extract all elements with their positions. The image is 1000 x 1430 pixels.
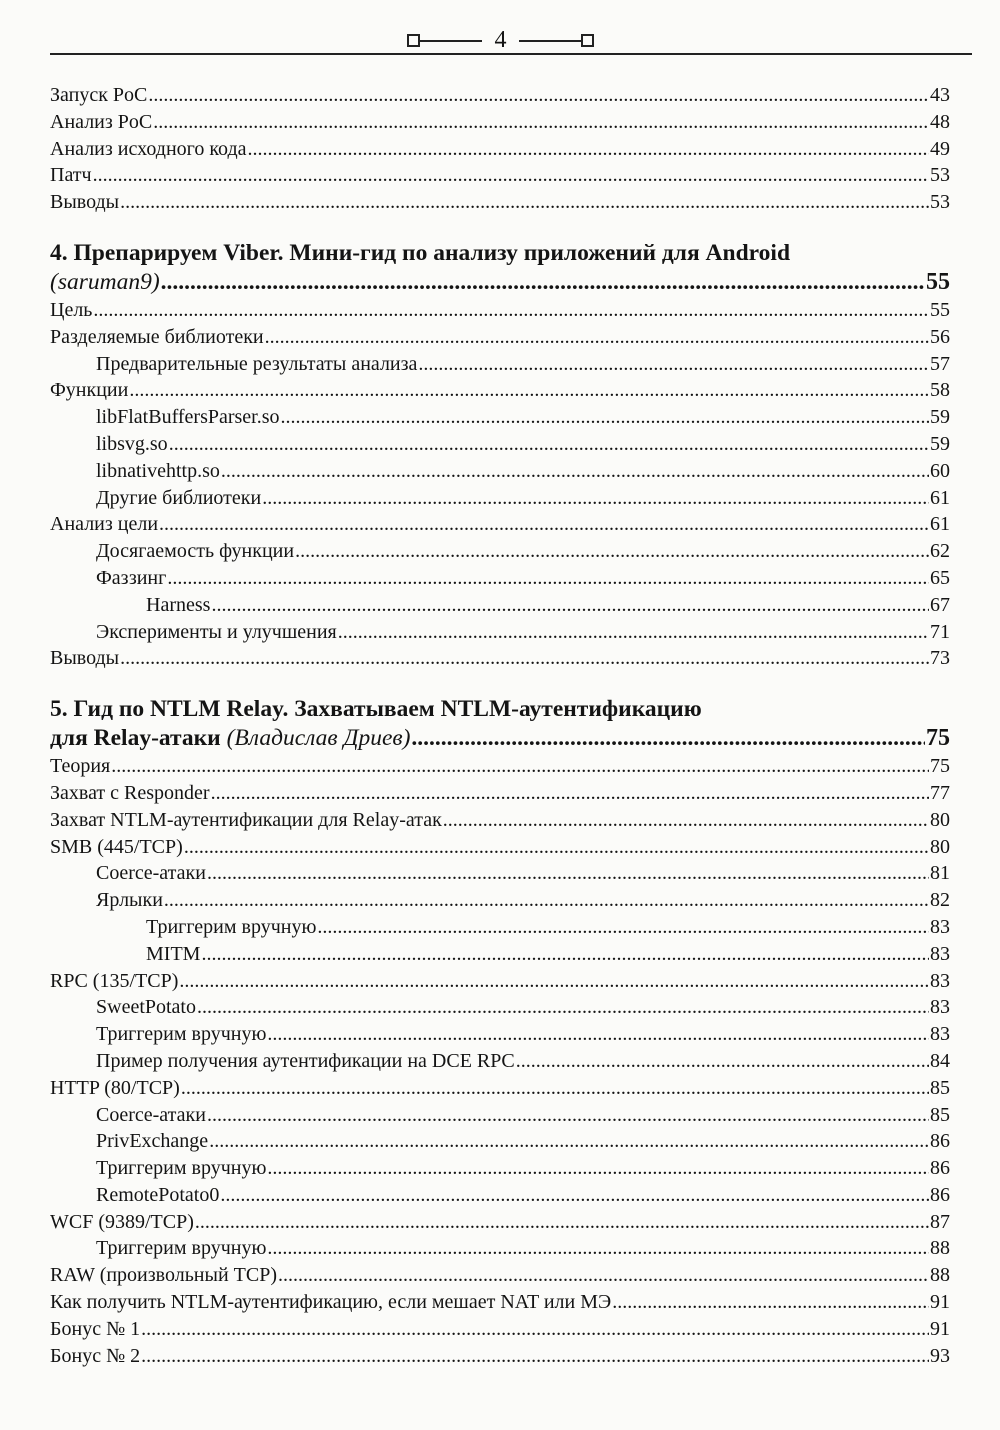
page-number: 4: [494, 27, 507, 53]
header-square-right: [581, 34, 594, 47]
leader-dots: [161, 267, 925, 297]
toc-entry: [50, 941, 950, 968]
toc-entry-title: libFlatBuffersParser.so: [96, 406, 280, 429]
toc-entry-page: 56: [930, 325, 950, 348]
header-rule: [50, 53, 972, 55]
leader-dots: [267, 1155, 929, 1182]
toc-entry-title: Триггерим вручную: [146, 915, 317, 938]
leader-dots: [207, 860, 929, 887]
toc-entry-page: 61: [930, 486, 950, 509]
page-header: [0, 22, 1000, 62]
toc-entry-title: PrivExchange: [96, 1130, 209, 1153]
toc-entry-page: 86: [930, 1183, 950, 1206]
leader-dots: [211, 592, 929, 619]
toc-entry-page: 60: [930, 459, 950, 482]
leader-dots: [93, 297, 929, 324]
toc-entry: [50, 377, 950, 404]
toc-entry-title: Цель: [50, 298, 93, 321]
toc-entry-title: Бонус № 1: [50, 1317, 141, 1340]
toc-entry-title: Coerce-атаки: [96, 1103, 206, 1126]
toc-entry: [50, 538, 950, 565]
toc-entry-page: 49: [930, 137, 950, 160]
chapter-5-heading: 5. Гид по NTLM Relay. Захватываем NTLM-аутентификацию: [50, 696, 702, 723]
toc-entry-page: 83: [930, 969, 950, 992]
toc-entry: [50, 1102, 950, 1129]
toc-entry-page: 80: [930, 835, 950, 858]
leader-dots: [181, 1075, 929, 1102]
chapter-5-heading-cont: [50, 723, 410, 753]
toc-entry: [50, 1155, 950, 1182]
leader-dots: [516, 1048, 929, 1075]
toc-entry-title: Harness: [146, 593, 211, 616]
toc-block-continued: [50, 82, 950, 216]
toc-entry-title: Патч: [50, 164, 92, 187]
chapter-5-heading-line2: для Relay-атаки: [50, 725, 221, 752]
toc-entry-title: Ярлыки: [96, 889, 163, 912]
leader-dots: [295, 538, 929, 565]
toc-entry: [50, 1343, 950, 1370]
toc-entry: [50, 914, 950, 941]
header-line-right: [519, 40, 581, 42]
toc-entry: [50, 162, 950, 189]
toc-entry-page: 87: [930, 1210, 950, 1233]
toc-entry: [50, 994, 950, 1021]
toc-entry-page: 86: [930, 1157, 950, 1180]
leader-dots: [111, 753, 929, 780]
toc-entry-title: Выводы: [50, 647, 120, 670]
toc-entry-title: RemotePotato0: [96, 1183, 220, 1206]
leader-dots: [220, 1182, 929, 1209]
toc-entry: [50, 458, 950, 485]
toc-entry-page: 83: [930, 915, 950, 938]
leader-dots: [120, 189, 929, 216]
toc-entry-title: Запуск PoC: [50, 84, 148, 106]
toc-entry: [50, 619, 950, 646]
leader-dots: [197, 994, 929, 1021]
toc-entry: [50, 82, 950, 109]
toc-entry: [50, 136, 950, 163]
toc-entry: [50, 485, 950, 512]
toc-entry-title: Триггерим вручную: [96, 1023, 267, 1046]
toc-entry: [50, 645, 950, 672]
toc-entry-page: 83: [930, 1023, 950, 1046]
toc-entry-page: 75: [930, 755, 950, 778]
toc-entry: [50, 351, 950, 378]
toc-entry-page: 58: [930, 379, 950, 402]
leader-dots: [612, 1289, 929, 1316]
table-of-contents: [50, 82, 950, 1369]
leader-dots: [164, 887, 929, 914]
toc-entry-page: 93: [930, 1344, 950, 1367]
leader-dots: [209, 1128, 929, 1155]
leader-dots: [120, 645, 929, 672]
leader-dots: [141, 1343, 929, 1370]
toc-entry-title: Предварительные результаты анализа: [96, 352, 418, 375]
leader-dots: [267, 1021, 929, 1048]
chapter-5-entry: [50, 723, 950, 753]
toc-entry-title: HTTP (80/TCP): [50, 1076, 180, 1099]
toc-entry-page: 80: [930, 808, 950, 831]
toc-entry-page: 55: [930, 298, 950, 321]
leader-dots: [278, 1262, 929, 1289]
toc-entry-page: 91: [930, 1291, 950, 1314]
toc-entry: [50, 1209, 950, 1236]
toc-entry: [50, 431, 950, 458]
toc-entry: [50, 565, 950, 592]
leader-dots: [148, 82, 929, 109]
leader-dots: [179, 968, 929, 995]
toc-entry: [50, 1316, 950, 1343]
toc-entry: [50, 1048, 950, 1075]
toc-entry-page: 82: [930, 889, 950, 912]
leader-dots: [248, 136, 929, 163]
toc-entry-title: Бонус № 2: [50, 1344, 141, 1367]
toc-entry-title: Выводы: [50, 191, 120, 214]
toc-entry-page: 73: [930, 647, 950, 670]
chapter-5-entries: [50, 753, 950, 1369]
toc-entry-page: 77: [930, 781, 950, 804]
chapter-5-author: (Владислав Дриев): [226, 725, 411, 752]
leader-dots: [169, 431, 929, 458]
toc-entry-title: SweetPotato: [96, 996, 196, 1019]
toc-entry: [50, 109, 950, 136]
leader-dots: [167, 565, 929, 592]
toc-entry-title: RAW (произвольный TCP): [50, 1264, 277, 1287]
toc-entry-title: Триггерим вручную: [96, 1237, 267, 1260]
toc-entry-title: SMB (445/TCP): [50, 835, 183, 858]
toc-entry-title: Coerce-атаки: [96, 862, 206, 885]
chapter-4-author: (saruman9): [50, 268, 160, 295]
toc-entry: [50, 887, 950, 914]
toc-entry-title: Теория: [50, 755, 111, 778]
toc-entry-title: Пример получения аутентификации на DCE RPC: [96, 1049, 515, 1072]
toc-entry: [50, 592, 950, 619]
toc-entry-page: 65: [930, 566, 950, 589]
toc-entry: [50, 404, 950, 431]
toc-entry: [50, 1128, 950, 1155]
leader-dots: [418, 351, 929, 378]
leader-dots: [262, 485, 929, 512]
leader-dots: [411, 723, 925, 753]
toc-entry: [50, 968, 950, 995]
toc-entry-page: 71: [930, 620, 950, 643]
toc-entry-page: 83: [930, 996, 950, 1019]
chapter-4-heading: 4. Препарируем Viber. Мини-гид по анализу приложений для Android: [50, 239, 791, 266]
toc-entry-page: 88: [930, 1237, 950, 1260]
toc-entry: [50, 1021, 950, 1048]
toc-entry-page: 81: [930, 862, 950, 885]
leader-dots: [153, 109, 929, 136]
toc-entry-page: 62: [930, 540, 950, 563]
chapter-4-entry: [50, 267, 950, 297]
header-square-left: [407, 34, 420, 47]
leader-dots: [211, 780, 929, 807]
leader-dots: [195, 1209, 929, 1236]
toc-entry: [50, 780, 950, 807]
toc-entry: [50, 1289, 950, 1316]
toc-entry-page: 53: [930, 164, 950, 187]
toc-entry-page: 48: [930, 110, 950, 133]
toc-entry-title: MITM: [146, 942, 201, 965]
leader-dots: [93, 162, 929, 189]
leader-dots: [443, 807, 929, 834]
toc-entry: [50, 1075, 950, 1102]
chapter-5-page: 75: [926, 725, 950, 752]
leader-dots: [265, 324, 929, 351]
toc-entry-page: 59: [930, 406, 950, 429]
toc-entry-page: 84: [930, 1049, 950, 1072]
toc-entry: [50, 860, 950, 887]
toc-entry-title: Другие библиотеки: [96, 486, 262, 509]
leader-dots: [201, 941, 929, 968]
leader-dots: [207, 1102, 929, 1129]
toc-entry-title: Разделяемые библиотеки: [50, 325, 264, 348]
toc-entry-title: Анализ исходного кода: [50, 137, 247, 160]
toc-entry-title: Как получить NTLM-аутентификацию, если мешает NAT или МЭ: [50, 1291, 612, 1314]
toc-entry-page: 43: [930, 84, 950, 106]
leader-dots: [184, 834, 929, 861]
chapter-4-entries: [50, 297, 950, 672]
toc-entry: [50, 297, 950, 324]
chapter-4-page: 55: [926, 268, 950, 295]
leader-dots: [267, 1235, 929, 1262]
toc-entry-title: Захват с Responder: [50, 781, 210, 804]
toc-entry: [50, 807, 950, 834]
leader-dots: [281, 404, 929, 431]
toc-entry-page: 67: [930, 593, 950, 616]
toc-entry-page: 61: [930, 513, 950, 536]
toc-entry: [50, 324, 950, 351]
leader-dots: [338, 619, 929, 646]
leader-dots: [317, 914, 929, 941]
toc-entry-title: Функции: [50, 379, 129, 402]
toc-entry-title: Эксперименты и улучшения: [96, 620, 337, 643]
toc-entry-title: Захват NTLM-аутентификации для Relay-атак: [50, 808, 442, 831]
toc-entry: [50, 1182, 950, 1209]
toc-entry-page: 83: [930, 942, 950, 965]
toc-entry: [50, 834, 950, 861]
toc-entry: [50, 1235, 950, 1262]
toc-entry-title: Анализ цели: [50, 513, 159, 536]
toc-entry-page: 88: [930, 1264, 950, 1287]
toc-entry-title: libsvg.so: [96, 432, 168, 455]
toc-entry: [50, 511, 950, 538]
leader-dots: [221, 458, 929, 485]
header-line-left: [420, 40, 482, 42]
toc-entry-page: 57: [930, 352, 950, 375]
toc-entry-page: 86: [930, 1130, 950, 1153]
toc-entry-title: WCF (9389/TCP): [50, 1210, 194, 1233]
toc-entry: [50, 1262, 950, 1289]
toc-entry-page: 85: [930, 1076, 950, 1099]
toc-entry-title: RPC (135/TCP): [50, 969, 179, 992]
toc-entry-page: 53: [930, 191, 950, 214]
toc-entry-title: libnativehttp.so: [96, 459, 220, 482]
leader-dots: [159, 511, 929, 538]
toc-entry-page: 59: [930, 432, 950, 455]
toc-entry: [50, 753, 950, 780]
leader-dots: [129, 377, 929, 404]
leader-dots: [141, 1316, 929, 1343]
toc-entry-page: 91: [930, 1317, 950, 1340]
toc-entry: [50, 189, 950, 216]
toc-entry-title: Триггерим вручную: [96, 1157, 267, 1180]
toc-entry-title: Фаззинг: [96, 566, 167, 589]
toc-entry-title: Анализ PoC: [50, 110, 153, 133]
toc-entry-title: Досягаемость функции: [96, 540, 295, 563]
toc-entry-page: 85: [930, 1103, 950, 1126]
